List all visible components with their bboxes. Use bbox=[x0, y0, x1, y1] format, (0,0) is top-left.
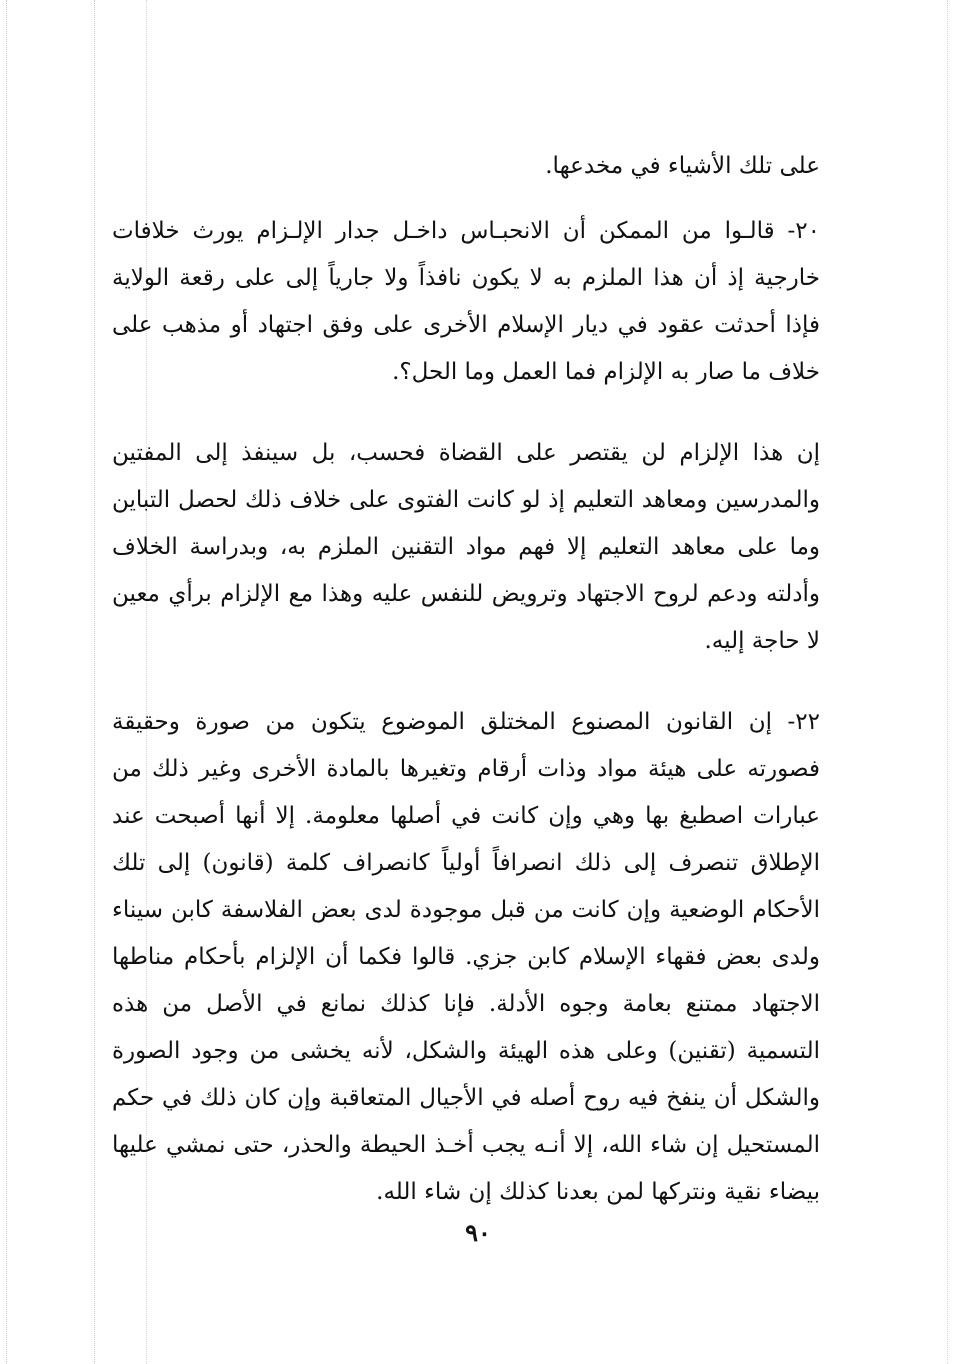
scan-margin-line-left-inner bbox=[94, 0, 95, 1364]
paragraph-gap bbox=[112, 396, 820, 430]
paragraph-continuation: على تلك الأشياء في مخدعها. bbox=[545, 153, 820, 179]
paragraph-gap bbox=[112, 665, 820, 699]
paragraph-item-22: ٢٢- إن القانون المصنوع المختلق الموضوع يتكون من صورة وحقيقة فصورته على هيئة مواد وذات أرقام وتغيرها بالمادة الأخرى وغير ذلك من عبارات اصطبغ بها وهي وإن كانت في أصلها معلومة. إلا أنها أصبحت عند الإطلاق تنصرف إلى ذلك انصرافاً أولياً كانصراف كلمة (قانون) إلى تلك الأحكام الوضعية وإن كانت من قبل موجودة لدى بعض الفلاسفة كابن سيناء ولدى بعض فقهاء الإسلام كابن جزي. قالوا فكما أن الإلزام بأحكام مناطها الاجتهاد ممتنع بعامة وجوه الأدلة. فإنا كذلك نمانع في الأصل من هذه التسمية (تقنين) وعلى هذه الهيئة والشكل، لأنه يخشى من وجود الصورة والشكل أن ينفخ فيه روح أصله في الأجيال المتعاقبة وإن كان ذلك في حكم المستحيل إن شاء الله، إلا أنـه يجب أخـذ الحيطة والحذر، حتى نمشي عليها بيضاء نقية ونتركها لمن بعدنا كذلك إن شاء الله. bbox=[112, 709, 820, 1205]
page-body-text bbox=[112, 143, 820, 1216]
paragraph-response: إن هذا الإلزام لن يقتصر على القضاة فحسب، بل سينفذ إلى المفتين والمدرسين ومعاهد التعليم إذ لو كانت الفتوى على خلاف ذلك لحصل التباين وما على معاهد التعليم إلا فهم مواد التقنين الملزم به، وبدراسة الخلاف وأدلته ودعم لروح الاجتهاد وترويض للنفس عليه وهذا مع الإلزام برأي معين لا حاجة إليه. bbox=[112, 440, 820, 654]
scan-margin-line-left-outer bbox=[6, 0, 7, 1364]
paragraph-gap bbox=[112, 190, 820, 208]
paragraph-item-20: ٢٠- قالـوا من الممكن أن الانحبـاس داخـل جدار الإلـزام يورث خلافات خارجية إذ أن هذا الملزم به لا يكون نافذاً ولا جارياً إلى على رقعة الولاية فإذا أحدثت عقود في ديار الإسلام الأخرى على وفق اجتهاد أو مذهب على خلاف ما صار به الإلزام فما العمل وما الحل؟. bbox=[112, 218, 820, 385]
scan-margin-line-right bbox=[947, 0, 948, 1364]
page-number: ٩٠ bbox=[465, 1218, 491, 1247]
